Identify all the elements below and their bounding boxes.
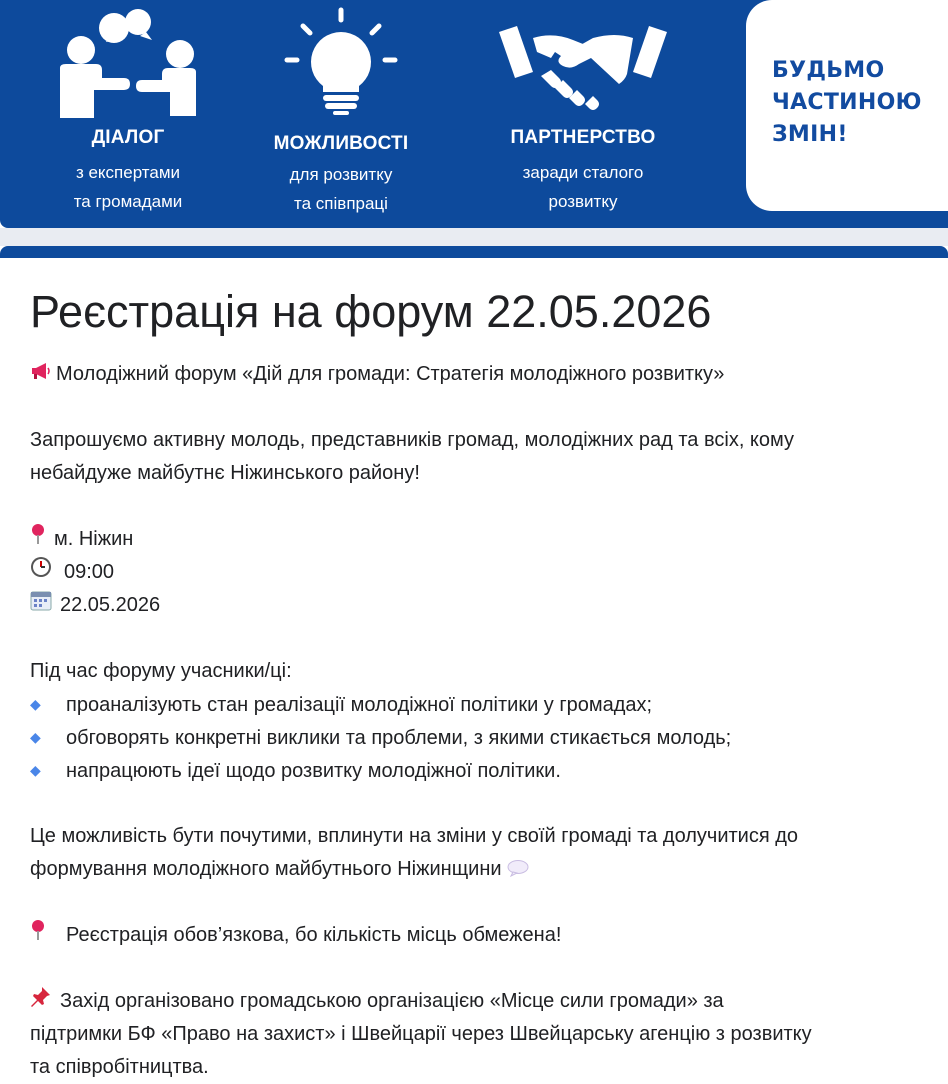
intro-line [30,358,724,391]
closing-line: Це можливість бути почутими, вплинути на зміни у своїй громаді та долучитися до [30,825,799,847]
time-line [30,556,114,589]
pushpin-icon [30,985,60,1018]
megaphone-icon [30,358,56,391]
feature-dialog [28,0,228,228]
slogan-line: ЧАСТИНОЮ [772,90,922,115]
location-text: м. Ніжин [54,528,134,550]
location-line [30,523,133,556]
feature-title: ДІАЛОГ [91,127,165,148]
slogan-text [772,55,922,151]
closing-text: формування молодіжного майбутнього Ніжинщини [30,858,502,880]
list-item-text: проаналізують стан реалізації молодіжної політики у громадах; [66,694,653,716]
organizer-line: підтримки БФ «Право на захист» і Швейцарії через Швейцарську агенцію з розвитку [30,1023,812,1045]
blue-diamond-icon: ◆ [30,729,41,745]
feature-title: МОЖЛИВОСТІ [273,133,409,154]
invite-line: Запрошуємо активну молодь, представників громад, молодіжних рад та всіх, кому [30,429,795,451]
form-title: Реєстрація на форум 22.05.2026 [30,286,712,337]
time-text: 09:00 [64,561,115,583]
speech-bubble-icon [507,858,529,880]
slogan-card [746,0,948,211]
lightbulb-icon [241,4,441,116]
list-item [30,688,652,722]
feature-opportunities [241,0,441,228]
list-item [30,754,561,788]
intro-text: Молодіжний форум «Дій для громади: Стратегія молодіжного розвитку» [56,363,725,385]
registration-note-text: Реєстрація обов’язкова, бо кількість місць обмежена! [66,924,562,946]
feature-subtitle [483,158,683,216]
feature-subtitle-line: заради сталого [522,163,644,182]
list-item-text: обговорять конкретні виклики та проблеми, з якими стикається молодь; [66,727,732,749]
registration-note-line [30,919,561,952]
organizer-text: Захід організовано громадською організацією «Місце сили громади» за [60,990,724,1012]
feature-partnership [483,0,683,228]
slogan-line: БУДЬМО [772,58,885,83]
page-background-strip [0,228,948,246]
organizer-line: та співробітництва. [30,1056,209,1078]
closing-line [30,853,529,886]
clock-icon [30,556,64,589]
feature-subtitle [28,158,228,216]
feature-title: ПАРТНЕРСТВО [510,127,656,148]
list-item [30,721,731,755]
calendar-icon [30,589,60,622]
list-item-text: напрацюють ідеї щодо розвитку молодіжної політики. [66,760,561,782]
organizer-line [30,985,724,1018]
pin-icon [30,919,66,952]
date-text: 22.05.2026 [60,594,161,616]
feature-subtitle-line: та співпраці [294,194,388,213]
feature-subtitle-line: для розвитку [289,165,393,184]
during-label: Під час форуму учасники/ці: [30,660,292,682]
blue-diamond-icon: ◆ [30,696,41,712]
invite-line: небайдуже майбутнє Ніжинського району! [30,462,420,484]
feature-subtitle-line: з експертами [75,163,181,182]
dialog-people-icon [28,6,228,118]
feature-subtitle-line: розвитку [548,192,618,211]
handshake-icon [483,14,683,114]
header-banner [0,0,948,228]
feature-subtitle-line: та громадами [73,192,183,211]
form-card-accent-bar [0,246,948,258]
blue-diamond-icon: ◆ [30,762,41,778]
slogan-line: ЗМІН! [772,122,848,147]
feature-subtitle [241,160,441,218]
date-line [30,589,160,622]
pin-icon [30,523,54,556]
